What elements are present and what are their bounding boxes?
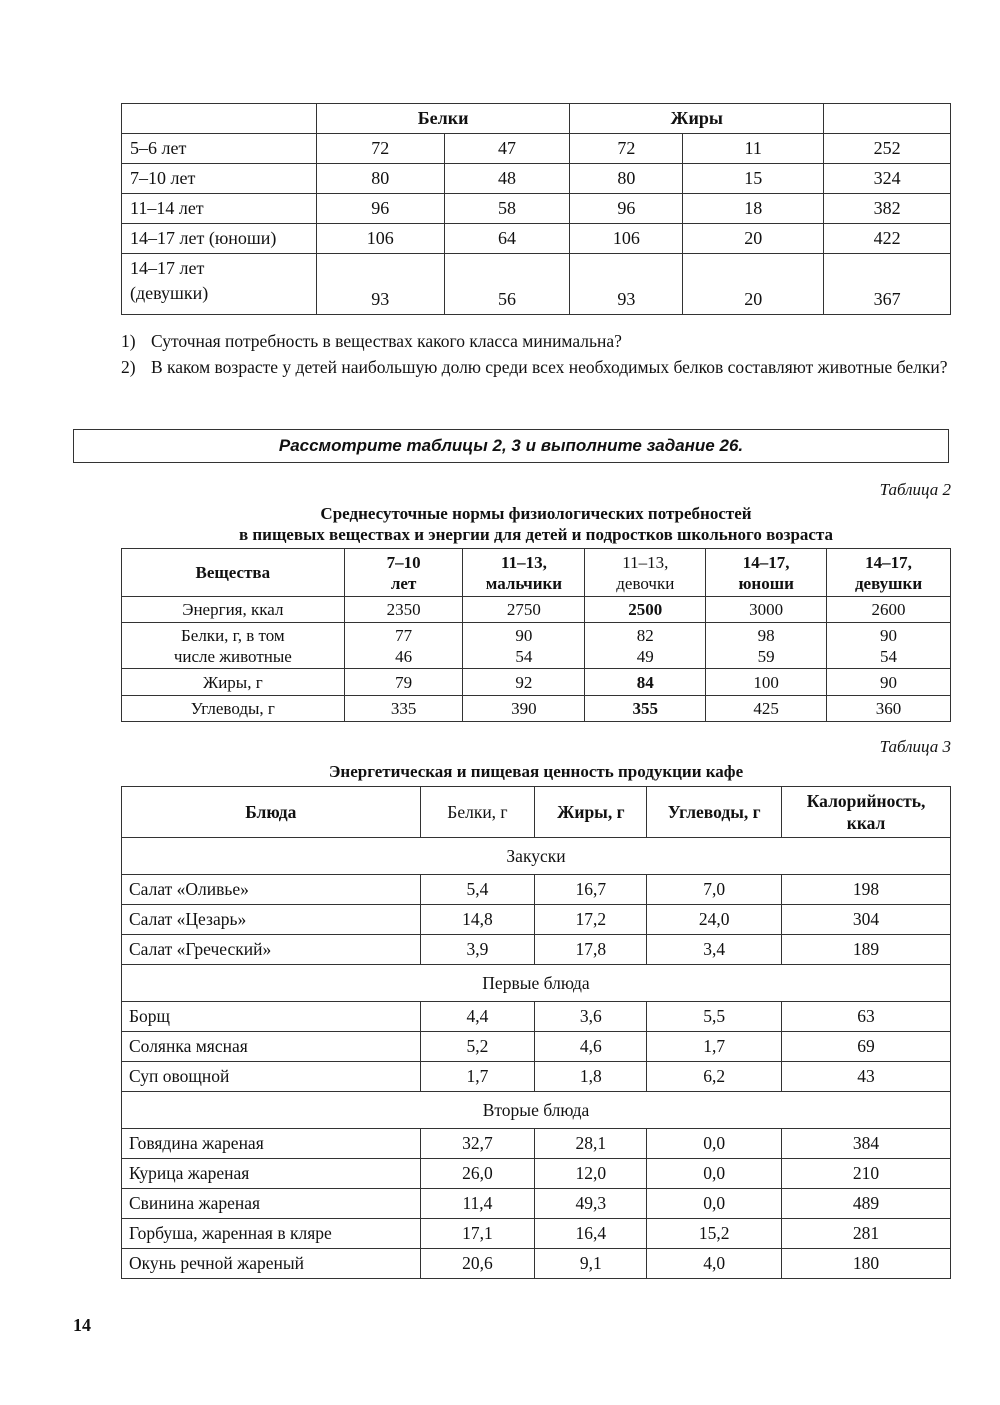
table-row: [122, 905, 951, 935]
header-line: девушки: [854, 573, 923, 593]
table-cell: 11,4: [420, 1189, 535, 1219]
table-cell: 96: [570, 194, 683, 224]
section-title: Первые блюда: [122, 965, 951, 1002]
table-2-label: Таблица 2: [879, 480, 951, 499]
table-row: [122, 597, 951, 623]
header-line: 14–17,: [865, 552, 912, 572]
table-1-header-cell: [122, 104, 317, 134]
dish-name: Солянка мясная: [122, 1032, 421, 1062]
table-cell: 422: [824, 224, 951, 254]
header-line: 11–13,: [622, 552, 669, 572]
cell-line: 90: [880, 625, 898, 645]
table-row: [122, 1249, 951, 1279]
table-cell: 100: [706, 669, 827, 696]
row-label-line: 14–17 лет: [130, 258, 205, 278]
table-cell: 4,4: [420, 1002, 535, 1032]
header-line: юноши: [738, 573, 794, 593]
row-label: Углеводы, г: [122, 696, 345, 722]
table-cell: 367: [824, 254, 951, 315]
table-cell: 390: [463, 696, 585, 722]
table-cell: 360: [827, 696, 951, 722]
questions-list: [121, 328, 951, 380]
table-cell: 80: [570, 164, 683, 194]
table-cell: 96: [316, 194, 444, 224]
row-label-line: числе животные: [173, 646, 292, 666]
table-3-header-cell: Жиры, г: [535, 787, 647, 838]
table-cell: 15: [683, 164, 824, 194]
table-cell: 4,0: [647, 1249, 782, 1279]
table-3: [121, 786, 951, 1279]
table-2-header-cell: [344, 549, 463, 597]
table-cell: 64: [444, 224, 570, 254]
cell-line: 46: [395, 646, 413, 666]
table-2-header-cell: [706, 549, 827, 597]
table-cell: 12,0: [535, 1159, 647, 1189]
table-row: [122, 1032, 951, 1062]
table-3-label: Таблица 3: [879, 737, 951, 756]
table-cell: 189: [782, 935, 951, 965]
table-cell: [585, 623, 706, 669]
table-cell: [827, 623, 951, 669]
table-cell: 47: [444, 134, 570, 164]
table-cell: 17,8: [535, 935, 647, 965]
table-cell: 32,7: [420, 1129, 535, 1159]
table-cell: 26,0: [420, 1159, 535, 1189]
table-cell: 210: [782, 1159, 951, 1189]
table-row: [122, 935, 951, 965]
table-cell: 18: [683, 194, 824, 224]
table-cell: 2500: [585, 597, 706, 623]
row-label: Энергия, ккал: [122, 597, 345, 623]
table-2-header-cell: [827, 549, 951, 597]
table-cell: 20: [683, 254, 824, 315]
row-label-line: Белки, г, в том: [181, 625, 285, 645]
table-row: [122, 224, 951, 254]
table-cell: 2600: [827, 597, 951, 623]
table-row: [122, 875, 951, 905]
table-cell: 79: [344, 669, 463, 696]
task-instruction-banner: Рассмотрите таблицы 2, 3 и выполните задание 26.: [73, 429, 949, 463]
table-cell: 28,1: [535, 1129, 647, 1159]
table-1: [121, 103, 951, 315]
dish-name: Свинина жареная: [122, 1189, 421, 1219]
header-line: 7–10: [386, 552, 421, 572]
table-cell: 9,1: [535, 1249, 647, 1279]
section-title: Вторые блюда: [122, 1092, 951, 1129]
table-cell: 72: [570, 134, 683, 164]
table-row: [122, 1062, 951, 1092]
section-row: [122, 1092, 951, 1129]
table-cell: 69: [782, 1032, 951, 1062]
table-row: [122, 134, 951, 164]
header-line: ккал: [846, 813, 886, 833]
row-label: [122, 623, 345, 669]
table-cell: 17,2: [535, 905, 647, 935]
table-cell: 72: [316, 134, 444, 164]
cell-line: 82: [636, 625, 654, 645]
table-2-header-cell: [463, 549, 585, 597]
table-cell: 7,0: [647, 875, 782, 905]
header-line: лет: [390, 573, 417, 593]
header-line: Калорийность,: [806, 791, 926, 811]
table-cell: 43: [782, 1062, 951, 1092]
table-cell: 198: [782, 875, 951, 905]
table-cell: 14,8: [420, 905, 535, 935]
table-row: [122, 1189, 951, 1219]
table-cell: 425: [706, 696, 827, 722]
table-cell: 3000: [706, 597, 827, 623]
table-cell: 49,3: [535, 1189, 647, 1219]
table-cell: 252: [824, 134, 951, 164]
row-label: 5–6 лет: [122, 134, 317, 164]
table-cell: 84: [585, 669, 706, 696]
table-cell: 11: [683, 134, 824, 164]
table-3-header-cell: Углеводы, г: [647, 787, 782, 838]
table-cell: 1,8: [535, 1062, 647, 1092]
table-cell: 93: [570, 254, 683, 315]
table-row: [122, 623, 951, 669]
table-cell: 1,7: [420, 1062, 535, 1092]
table-cell: 48: [444, 164, 570, 194]
table-cell: 3,6: [535, 1002, 647, 1032]
header-line: мальчики: [485, 573, 563, 593]
table-cell: 304: [782, 905, 951, 935]
table-2-title-line: в пищевых веществах и энергии для детей и подростков школьного возраста: [238, 525, 834, 544]
table-cell: 106: [570, 224, 683, 254]
table-1-header-cell: Белки: [316, 104, 570, 134]
row-label: 11–14 лет: [122, 194, 317, 224]
table-cell: 58: [444, 194, 570, 224]
dish-name: Салат «Цезарь»: [122, 905, 421, 935]
table-cell: 1,7: [647, 1032, 782, 1062]
table-cell: 0,0: [647, 1129, 782, 1159]
table-cell: 4,6: [535, 1032, 647, 1062]
table-3-header-cell: Блюда: [122, 787, 421, 838]
table-cell: 16,7: [535, 875, 647, 905]
table-cell: 324: [824, 164, 951, 194]
table-2-header-row: [122, 549, 951, 597]
dish-name: Суп овощной: [122, 1062, 421, 1092]
table-cell: 80: [316, 164, 444, 194]
header-line: девочки: [616, 573, 675, 593]
table-cell: [344, 623, 463, 669]
section-row: [122, 838, 951, 875]
table-2: [121, 548, 951, 722]
dish-name: Окунь речной жареный: [122, 1249, 421, 1279]
table-row: [122, 254, 951, 315]
dish-name: Салат «Оливье»: [122, 875, 421, 905]
table-3-header-cell: [782, 787, 951, 838]
table-cell: 106: [316, 224, 444, 254]
table-cell: 180: [782, 1249, 951, 1279]
table-cell: 2750: [463, 597, 585, 623]
dish-name: Салат «Греческий»: [122, 935, 421, 965]
question-text: Суточная потребность в веществах какого класса минимальна?: [151, 331, 622, 351]
table-2-title-line: Среднесуточные нормы физиологических потребностей: [320, 504, 752, 523]
row-label-line: (девушки): [130, 283, 209, 303]
table-cell: [706, 623, 827, 669]
table-cell: 281: [782, 1219, 951, 1249]
table-cell: 3,4: [647, 935, 782, 965]
table-3-title: Энергетическая и пищевая ценность продукции кафе: [328, 762, 744, 781]
cell-line: 90: [515, 625, 533, 645]
table-cell: 489: [782, 1189, 951, 1219]
table-row: [122, 696, 951, 722]
table-cell: 335: [344, 696, 463, 722]
table-row: [122, 1129, 951, 1159]
row-label: 7–10 лет: [122, 164, 317, 194]
table-cell: 92: [463, 669, 585, 696]
table-2-title: [121, 503, 951, 545]
section-title: Закуски: [122, 838, 951, 875]
table-cell: 382: [824, 194, 951, 224]
cell-line: 98: [757, 625, 775, 645]
table-3-header-row: [122, 787, 951, 838]
table-cell: [463, 623, 585, 669]
table-row: [122, 1159, 951, 1189]
table-row: [122, 1002, 951, 1032]
table-row: [122, 1219, 951, 1249]
row-label: Жиры, г: [122, 669, 345, 696]
table-1-header-cell: Жиры: [570, 104, 824, 134]
table-cell: 15,2: [647, 1219, 782, 1249]
table-cell: 93: [316, 254, 444, 315]
question-number: 1): [121, 331, 136, 351]
row-label: 14–17 лет (юноши): [122, 224, 317, 254]
table-cell: 0,0: [647, 1159, 782, 1189]
table-1-header-row: [122, 104, 951, 134]
cell-line: 54: [880, 646, 898, 666]
section-row: [122, 965, 951, 1002]
table-cell: 6,2: [647, 1062, 782, 1092]
header-line: 14–17,: [742, 552, 790, 572]
cell-line: 77: [395, 625, 413, 645]
table-3-header-cell: Белки, г: [420, 787, 535, 838]
dish-name: Горбуша, жаренная в кляре: [122, 1219, 421, 1249]
page-number: 14: [73, 1315, 91, 1335]
table-row: [122, 194, 951, 224]
table-2-header-cell: Вещества: [122, 549, 345, 597]
table-cell: 5,4: [420, 875, 535, 905]
table-cell: 24,0: [647, 905, 782, 935]
dish-name: Борщ: [122, 1002, 421, 1032]
table-cell: 0,0: [647, 1189, 782, 1219]
table-cell: 16,4: [535, 1219, 647, 1249]
table-cell: 20,6: [420, 1249, 535, 1279]
table-cell: 3,9: [420, 935, 535, 965]
dish-name: Говядина жареная: [122, 1129, 421, 1159]
row-label: [122, 254, 317, 315]
table-cell: 5,2: [420, 1032, 535, 1062]
table-row: [122, 669, 951, 696]
table-row: [122, 164, 951, 194]
table-cell: 63: [782, 1002, 951, 1032]
table-cell: 20: [683, 224, 824, 254]
table-cell: 384: [782, 1129, 951, 1159]
table-cell: 90: [827, 669, 951, 696]
dish-name: Курица жареная: [122, 1159, 421, 1189]
question-number: 2): [121, 357, 136, 377]
table-cell: 5,5: [647, 1002, 782, 1032]
question-item: [121, 328, 951, 354]
table-cell: 2350: [344, 597, 463, 623]
table-cell: 17,1: [420, 1219, 535, 1249]
cell-line: 54: [515, 646, 533, 666]
table-cell: 355: [585, 696, 706, 722]
question-text: В каком возрасте у детей наибольшую долю среди всех необходимых белков составляют животные белки?: [151, 357, 948, 377]
table-1-header-cell: [824, 104, 951, 134]
header-line: 11–13,: [501, 552, 547, 572]
table-cell: 56: [444, 254, 570, 315]
cell-line: 59: [757, 646, 775, 666]
table-2-header-cell: [585, 549, 706, 597]
cell-line: 49: [636, 646, 654, 666]
question-item: [121, 354, 951, 380]
